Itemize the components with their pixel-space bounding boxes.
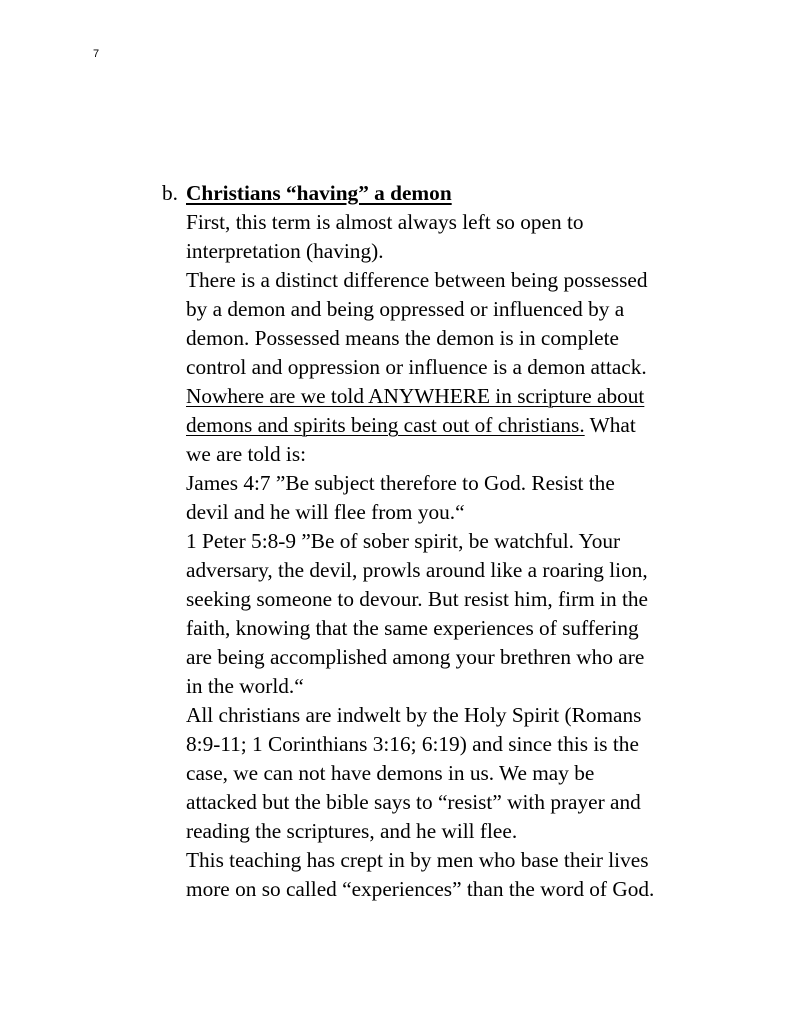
text-line: 8:9-11; 1 Corinthians 3:16; 6:19) and since this is the <box>186 732 639 756</box>
text-line: interpretation (having). <box>186 239 384 263</box>
page-number: 7 <box>93 48 100 60</box>
text-line: This teaching has crept in by men who base their lives <box>186 848 649 872</box>
text-line: are being accomplished among your brethren who are <box>186 645 645 669</box>
paragraph-distinction <box>186 266 722 382</box>
paragraph-intro <box>186 208 722 266</box>
list-item-b <box>162 179 722 904</box>
text-line: There is a distinct difference between being possessed <box>186 268 648 292</box>
text-line: case, we can not have demons in us. We may be <box>186 761 595 785</box>
quote-1-peter <box>186 527 722 701</box>
underlined-emphasis: demons and spirits being cast out of christians. <box>186 413 585 437</box>
text-line: more on so called “experiences” than the word of God. <box>186 877 655 901</box>
text-line: faith, knowing that the same experiences of suffering <box>186 616 639 640</box>
paragraph-scripture-claim <box>186 382 722 469</box>
text-line: seeking someone to devour. But resist him, firm in the <box>186 587 648 611</box>
text-line: 1 Peter 5:8-9 ”Be of sober spirit, be watchful. Your <box>186 529 621 553</box>
text-line: reading the scriptures, and he will flee. <box>186 819 518 843</box>
text-line: adversary, the devil, prowls around like a roaring lion, <box>186 558 648 582</box>
list-marker: b. <box>162 181 178 205</box>
text-line <box>186 411 722 440</box>
quote-james <box>186 469 722 527</box>
text-line: in the world.“ <box>186 674 304 698</box>
text-line: control and oppression or influence is a demon attack. <box>186 355 647 379</box>
list-item-body <box>186 179 722 904</box>
text-line: demon. Possessed means the demon is in complete <box>186 326 619 350</box>
paragraph-indwelt <box>186 701 722 846</box>
paragraph-conclusion <box>186 846 722 904</box>
text-line: All christians are indwelt by the Holy Spirit (Romans <box>186 703 642 727</box>
text-fragment: What <box>584 413 636 437</box>
text-line: James 4:7 ”Be subject therefore to God. Resist the <box>186 471 615 495</box>
text-line: we are told is: <box>186 442 307 466</box>
underlined-emphasis: Nowhere are we told ANYWHERE in scripture about <box>186 384 645 408</box>
text-line: by a demon and being oppressed or influenced by a <box>186 297 625 321</box>
section-heading: Christians “having” a demon <box>186 181 452 205</box>
text-line: First, this term is almost always left so open to <box>186 210 584 234</box>
text-line: devil and he will flee from you.“ <box>186 500 465 524</box>
text-line: attacked but the bible says to “resist” with prayer and <box>186 790 641 814</box>
text-line <box>186 382 722 411</box>
